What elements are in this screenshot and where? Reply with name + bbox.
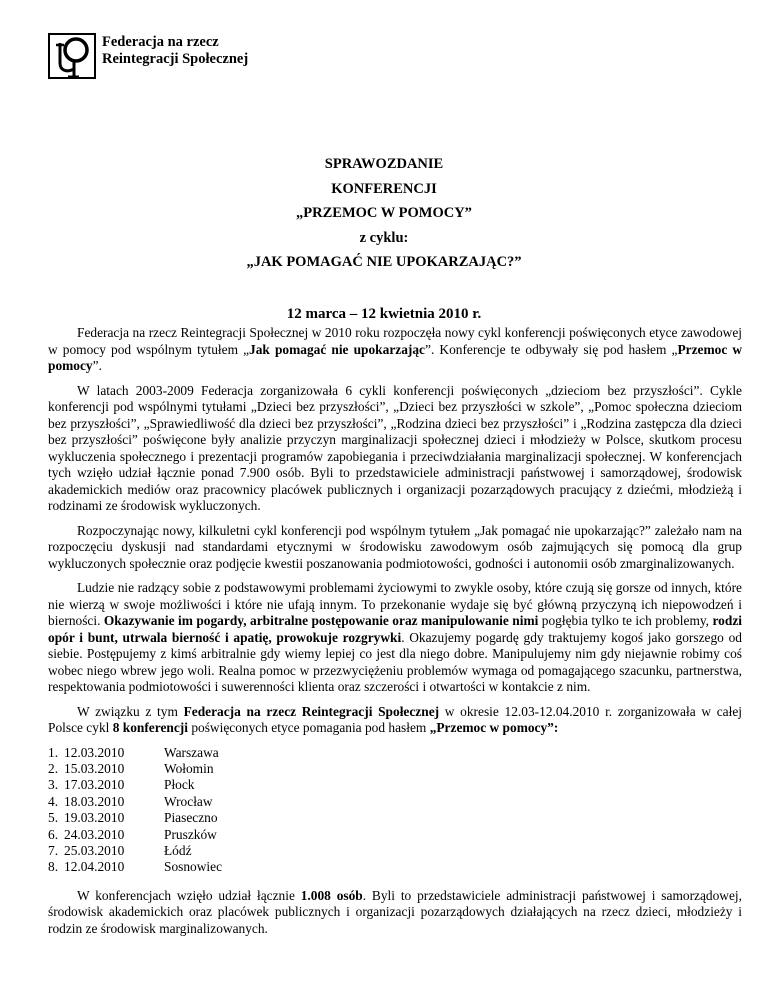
list-item: 4. 18.03.2010 Wrocław (48, 793, 213, 809)
paragraph-intro: Federacja na rzecz Reintegracji Społecznej w 2010 roku rozpoczęła nowy cykl konferencji poświęconych etyce zawodowej w pomocy pod wspólnym tytułem „Jak pomagać nie upokarzając”. Konferencje te odbywały się pod hasłem „Przemoc w pomocy”. (48, 325, 743, 373)
list-item: 1. 12.03.2010 Warszawa (48, 744, 219, 760)
logo-line-2: Reintegracji Społecznej (102, 50, 249, 67)
paragraph-organization: W związku z tym Federacja na rzecz Reintegracji Społecznej w okresie 12.03-12.04.2010 r. zorganizowała w całej Polsce cykl 8 konferencji poświęconych etyce pomagania pod hasłem „Przemoc w pomocy”: (48, 703, 742, 735)
list-item: 3. 17.03.2010 Płock (48, 777, 195, 793)
list-item: 6. 24.03.2010 Pruszków (48, 826, 217, 842)
list-item: 2. 15.03.2010 Wołomin (48, 760, 214, 776)
list-item: 8. 12.04.2010 Sosnowiec (48, 859, 223, 875)
title-line-1: SPRAWOZDANIE (324, 156, 444, 172)
paragraph-problems: Ludzie nie radzący sobie z podstawowymi problemami życiowymi to zwykle osoby, które czują się gorsze od innych, które nie wierzą w swoje możliwości i które nie ufają innym. To przekonanie wydaje się być główną przyczyną ich niepowodzeń i bierności. Okazywanie im pogardy, arbitralne postępowanie oraz manipulowanie nimi pogłębia tylko te ich problemy, rodzi opór i bunt, utrwala bierność i apatię, prowokuje rozgrywki. Okazujemy pogardę gdy traktujemy kogoś jako gorszego od siebie. Postępujemy z kimś arbitralnie gdy wiemy lepiej co jest dla niego dobre. Manipulujemy nim gdy niejawnie robimy coś wobec niego wbrew jego woli. Realna pomoc w przezwyciężeniu problemów wymaga od pomagającego szacunku, partnerstwa, respektowania podmiotowości i suwerenności klienta oraz szczerości i otwartości w kontakcie z nim. (48, 580, 742, 694)
federation-logo-icon (48, 33, 96, 79)
date-range: 12 marca – 12 kwietnia 2010 r. (286, 306, 482, 322)
report-title (0, 152, 768, 275)
logo-text (102, 34, 248, 67)
list-item: 7. 25.03.2010 Łódź (48, 842, 192, 858)
logo-line-1: Federacja na rzecz (102, 34, 219, 50)
organization-logo (48, 33, 248, 79)
paragraph-history: W latach 2003-2009 Federacja zorganizowała 6 cykli konferencji poświęconych „dzieciom bez przyszłości”. Cykle konferencji pod wspólnymi tytułami „Dzieci bez przyszłości”, „Dzieci bez przyszłości w szkole”, „Pomoc społeczna dzieciom bez przyszłości”, „Sprawiedliwość dla dzieci bez przyszłości”, „Rodzina dzieci bez przyszłości” i „Rodzina zastępcza dla dzieci bez przyszłości” poświęcone były analizie przyczyn marginalizacji społecznej dzieci i młodzieży w Polsce, skutkom procesu wykluczenia społecznego i prezentacji programów zapobiegania i przeciwdziałania marginalizacji społecznej. W konferencjach tych wzięło udział łącznie ponad 7.900 osób. Byli to przedstawiciele administracji państwowej i samorządowej, środowisk akademickich mediów oraz pracownicy placówek publicznych i organizacji pozarządowych pracujący z dziećmi, młodzieżą i rodzinami ze środowisk wykluczonych. (48, 382, 742, 513)
paragraph-new-cycle: Rozpoczynając nowy, kilkuletni cykl konferencji pod wspólnym tytułem „Jak pomagać nie upokarzając?” zależało nam na rozpoczęciu dyskusji nad standardami etycznymi w środowisku zawodowym osób zajmujących się pomocą dla grup wykluczonych społecznie oraz podjęcie kwestii poszanowania podmiotowości, godności i autonomii osób zmarginalizowanych. (48, 522, 742, 571)
paragraph-summary: W konferencjach wzięło udział łącznie 1.008 osób. Byli to przedstawiciele administracji państwowej i samorządowej, środowisk akademickich oraz placówek publicznych i organizacji pozarządowych działających na rzecz dzieci, młodzieży i rodzin ze środowisk marginalizowanych. (48, 887, 742, 936)
title-line-4: z cyklu: (359, 229, 409, 246)
title-line-3: „PRZEMOC W POMOCY” (296, 205, 472, 221)
title-line-2: KONFERENCJI (331, 180, 437, 197)
report-body (48, 325, 742, 945)
list-item: 5. 19.03.2010 Piaseczno (48, 810, 218, 826)
conference-list (48, 745, 742, 876)
title-line-5: „JAK POMAGAĆ NIE UPOKARZAJĄC?” (246, 254, 522, 270)
